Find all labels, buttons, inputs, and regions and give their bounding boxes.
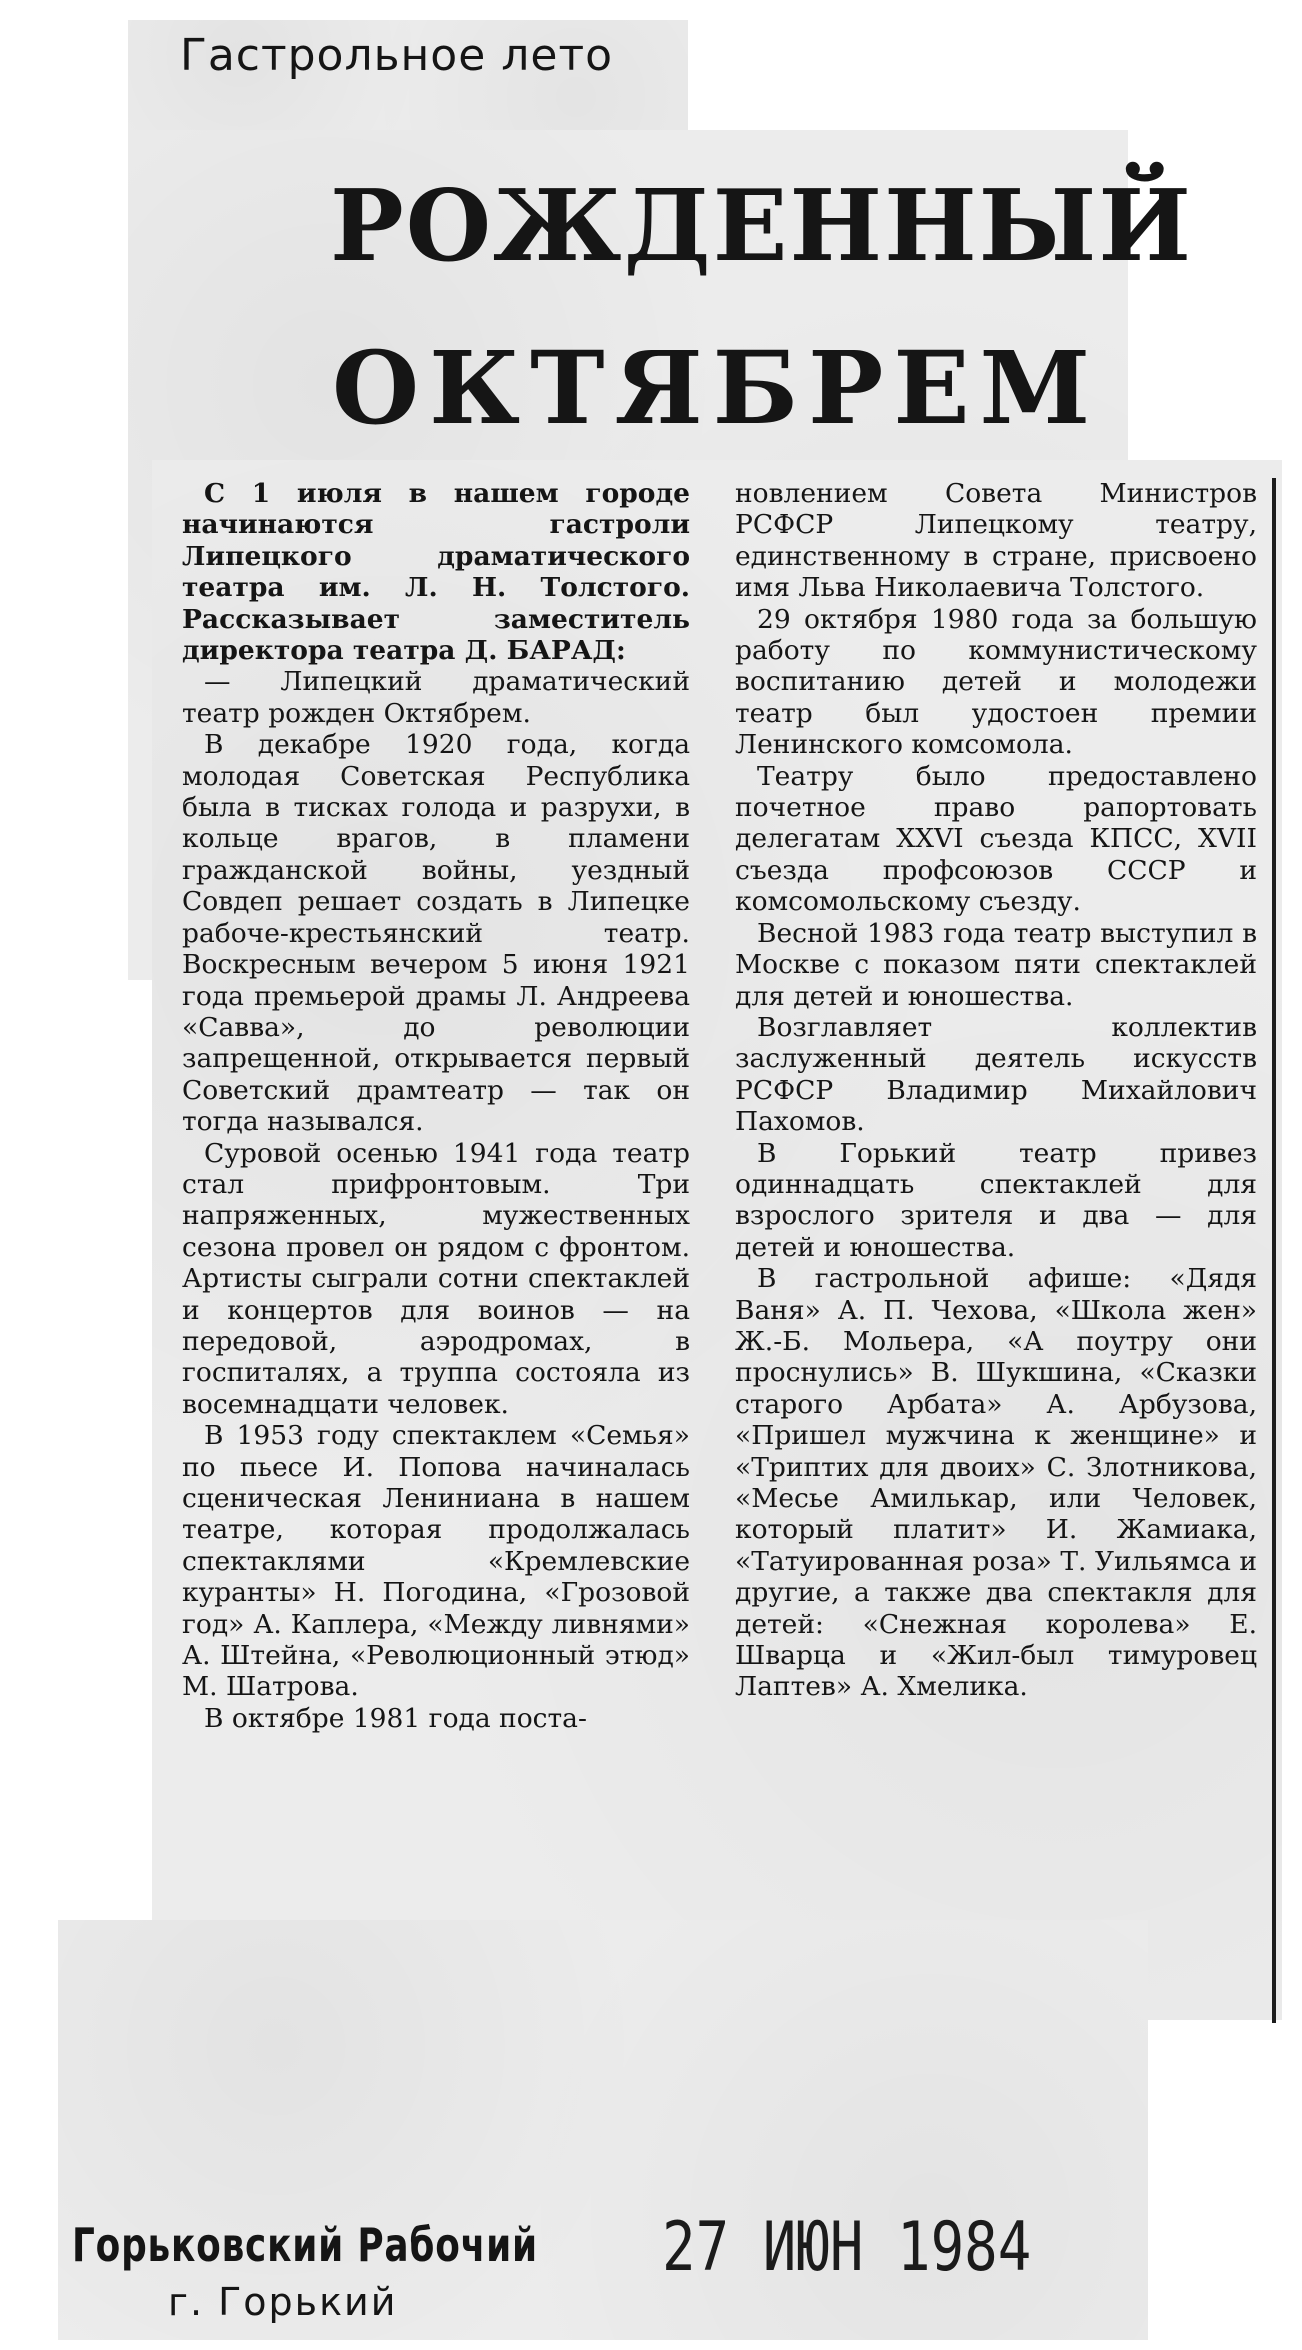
article-paragraph: В октябре 1981 года поста- [204, 1702, 587, 1734]
column-edge-line [1272, 478, 1276, 2023]
newspaper-city: г. Горький [168, 2280, 398, 2324]
article-paragraph: В декабре 1920 года, когда молодая Советская Республика была в тисках голода и разрухи, в кольце врагов, в пламени гражданской войны, уездный Совдеп решает создать в Липецке рабоче-крестьянский театр. Воскресным вечером 5 июня 1921 года премьерой драмы Л. Андреева «Савва», до революции запрещенной, открывается первый Советский драмтеатр — так он тогда назывался. [182, 729, 690, 1138]
article-paragraph: Весной 1983 года театр выступил в Москве с показом пяти спектаклей для детей и юношества. [735, 917, 1257, 1012]
article-paragraph: В Горький театр привез одиннадцать спектаклей для взрослого зрителя и два — для детей и юношества. [735, 1137, 1257, 1263]
article-paragraph: В гастрольной афише: «Дядя Ваня» А. П. Чехова, «Школа жен» Ж.-Б. Мольера, «А поутру они проснулись» В. Шукшина, «Сказки старого Арбата» А. Арбузова, «Пришел мужчина к женщине» и «Триптих для двоих» С. Злотникова, «Месье Амилькар, или Человек, который платит» И. Жамиака, «Татуированная роза» Т. Уильямса и другие, а также два спектакля для детей: «Снежная королева» Е. Шварца и «Жил-был тимуровец Лаптев» А. Хмелика. [735, 1263, 1257, 1703]
article-paragraph: Театру было предоставлено почетное право рапортовать делегатам XXVI съезда КПСС, XVII съезда профсоюзов СССР и комсомольскому съезду. [735, 760, 1257, 918]
newspaper-masthead-stamp: Горьковский Рабочий [72, 2218, 538, 2272]
article-paragraph-continuation: новлением Совета Министров РСФСР Липецкому театру, единственному в стране, присвоено имя Льва Николаевича Толстого. [735, 478, 1257, 604]
article-paragraph: Возглавляет коллектив заслуженный деятель искусств РСФСР Владимир Михайлович Пахомов. [735, 1011, 1257, 1138]
date-stamp: 27 ИЮН 1984 [662, 2208, 1032, 2287]
article-column-left [182, 478, 690, 1734]
article-paragraph: Суровой осенью 1941 года театр стал прифронтовым. Три напряженных, мужественных сезона провел он рядом с фронтом. Артисты сыграли сотни спектаклей и концертов для воинов — на передовой, аэродромах, в госпиталях, а труппа состояла из восемнадцати человек. [182, 1137, 690, 1420]
article-paragraph: 29 октября 1980 года за большую работу по коммунистическому воспитанию детей и молодежи театр был удостоен премии Ленинского комсомола. [735, 603, 1257, 761]
article-column-right [735, 478, 1257, 1703]
article-paragraph: В 1953 году спектаклем «Семья» по пьесе И. Попова начиналась сценическая Лениниана в нашем театре, которая продолжалась спектаклями «Кремлевские куранты» Н. Погодина, «Грозовой год» А. Каплера, «Между ливнями» А. Штейна, «Революционный этюд» М. Шатрова. [182, 1420, 690, 1703]
article-paragraph: — Липецкий драматический театр рожден Октябрем. [182, 666, 690, 729]
article-lead: С 1 июля в нашем городе начинаются гастроли Липецкого драматического театра им. Л. Н. Толстого. Рассказывает заместитель директора театра Д. БАРАД: [182, 478, 690, 667]
section-kicker: Гастрольное лето [180, 30, 614, 81]
headline-line-2: ОКТЯБРЕМ [332, 329, 1101, 447]
headline-line-1: РОЖДЕННЫЙ [330, 169, 1194, 284]
